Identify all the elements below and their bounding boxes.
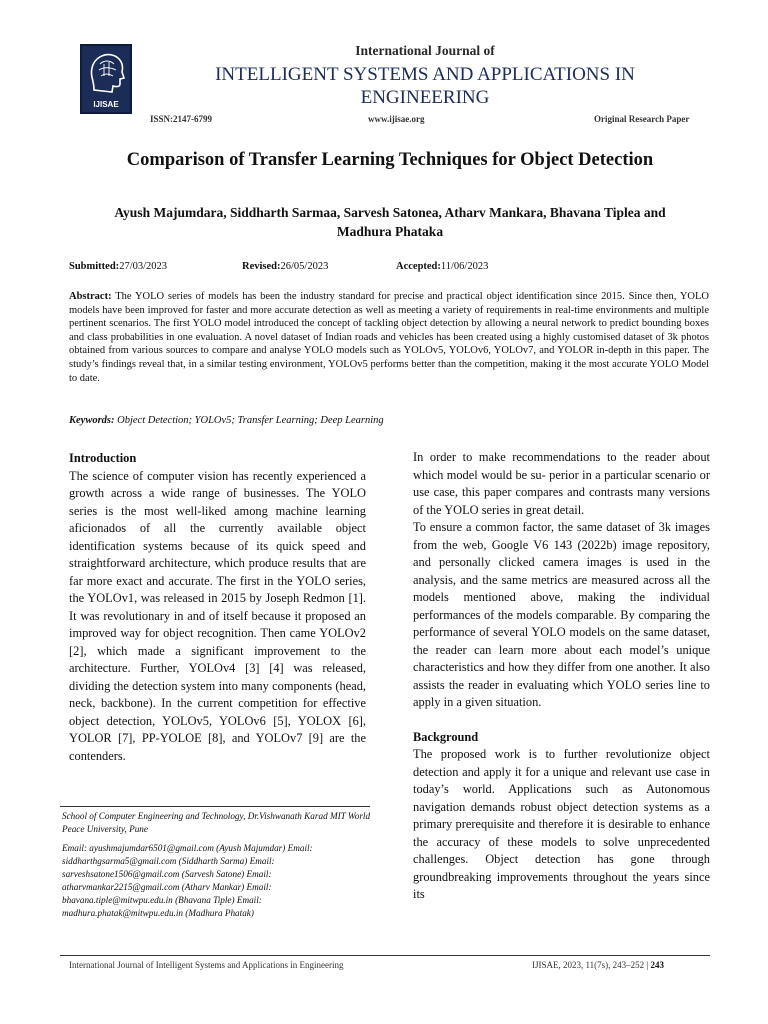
footer-journal-name: International Journal of Intelligent Systems and Applications in Engineering (69, 960, 344, 970)
journal-of-label: International Journal of (355, 43, 495, 58)
footer-divider (60, 955, 710, 956)
introduction-heading: Introduction (69, 451, 137, 465)
accepted-date (396, 261, 488, 272)
revised-label: Revised: (242, 261, 281, 272)
keywords (69, 415, 709, 426)
author-list (60, 203, 720, 241)
revised-date (242, 261, 328, 272)
submitted-value: 27/03/2023 (119, 261, 168, 272)
email-footnote: Email: ayushmajumdar6501@gmail.com (Ayush Majumdar) Email: siddharthgsarma5@gmail.com (Siddharth Sarma) Email: sarveshsatone1506@gmail.com (Sarvesh Satone) Email: atharvmankar2215@gmail.com (Atharv Mankar) Email: bhavana.tiple@mitwpu.edu.in (Bhavana Tiple) Email: madhura.phatak@mitwpu.edu.in (Madhura Phatak) (62, 843, 313, 918)
submitted-date (69, 261, 167, 272)
journal-logo (80, 44, 132, 114)
footer-citation-text: IJISAE, 2023, 11(7s), 243–252 | (532, 960, 649, 970)
journal-name-line2: ENGINEERING (360, 87, 490, 108)
keywords-label: Keywords: (69, 415, 115, 426)
logo-text: IJISAE (93, 100, 119, 109)
abstract (69, 290, 709, 385)
recommendation-paragraph: In order to make recommendations to the reader about which model would be su- perior in a particular scenario or use case, this paper compares and contrasts many versions of the YOLO series in great detail. (413, 450, 710, 517)
background-paragraph: The proposed work is to further revolutionize object detection and apply it for a unique and relevant use case in today’s world. Applications such as Autonomous navigation demands robust object detection systems as a primary prerequisite and therefore it is desirable to enhance the accuracy of these models to solve unprecedented challenges. Object detection has gone through groundbreaking improvements throughout the years since its (413, 747, 710, 901)
page-number: 243 (650, 960, 664, 970)
body-column-left (69, 450, 366, 765)
background-heading: Background (413, 729, 479, 744)
affiliation-footnote: School of Computer Engineering and Technology, Dr.Vishwanath Karad MIT World Peace University, Pune (62, 811, 371, 834)
accepted-label: Accepted: (396, 261, 441, 272)
abstract-text: The YOLO series of models has been the industry standard for precise and practical object identification since 2015. Since then, YOLO models have been improved for faster and more accurate detection as well as meeting a variety of requirements in real-time environments and multiple pertinent scenarios. The first YOLO model introduced the concept of tackling object detection by allowing a neural network to predict bounding boxes and class probabilities in one evaluation. A novel dataset of Indian roads and vehicles has been created using a highly customised dataset of 3k photos obtained from various sources to compare and analyse YOLO models such as YOLOv5, YOLOv6, YOLOv7, and YOLOR in-depth in this paper. The study’s findings reveal that, in a similar testing environment, YOLOv5 performs better than the competition, making it the most accurate YOLO Model to date. (69, 291, 709, 384)
journal-name-line1: INTELLIGENT SYSTEMS AND APPLICATIONS IN (215, 64, 635, 85)
accepted-value: 11/06/2023 (440, 261, 489, 272)
authors-line1: Ayush Majumdara, Siddharth Sarmaa, Sarvesh Satonea, Atharv Mankara, Bhavana Tiplea and (114, 205, 666, 220)
submitted-label: Submitted: (69, 261, 120, 272)
paper-type-label: Original Research Paper (594, 114, 690, 124)
issn-label: ISSN:2147-6799 (150, 114, 213, 124)
revised-value: 26/05/2023 (280, 261, 329, 272)
website-link[interactable]: www.ijisae.org (368, 114, 425, 124)
dataset-paragraph: To ensure a common factor, the same dataset of 3k images from the web, Google V6 143 (2022b) image repository, and personally clicked camera images is used in the analysis, and the same metrics are measured across all the models mentioned above, making the individual performances of the models comparable. By comparing the performance of several YOLO models on the same dataset, the reader can learn more about each model’s unique characteristics and how they differ from one another. It also assists the reader in evaluating which YOLO series line to apply in a given situation. (413, 520, 710, 709)
introduction-paragraph: The science of computer vision has recently experienced a growth across a wide range of businesses. The YOLO series is the most well-liked among machine learning aficionados of all the currently available object identification systems because of its quick speed and straightforward architecture, which produce results that are far more exact and accurate. The first in the YOLO series, the YOLOv1, was released in 2015 by Joseph Redmon [1]. It was revolutionary in and of itself because it proposed an improved way for object recognition. Then came YOLOv2 [2], which made a significant improvement to the architecture. Further, YOLOv4 [3] [4] was released, dividing the detection system into many components (head, neck, backbone). In the current competition for effective object detection, YOLOv5, YOLOv6 [5], YOLOX [6], YOLOR [7], PP-YOLOE [8], and YOLOv7 [9] are the contenders. (69, 468, 366, 763)
abstract-label: Abstract: (69, 291, 112, 302)
keywords-text: Object Detection; YOLOv5; Transfer Learning; Deep Learning (117, 415, 384, 426)
journal-name (150, 63, 700, 109)
footer-citation (532, 960, 664, 970)
body-column-right (413, 449, 710, 904)
head-silhouette-icon (86, 50, 126, 98)
footnote-divider (60, 806, 370, 807)
authors-line2: Madhura Phataka (336, 224, 444, 239)
paper-title: Comparison of Transfer Learning Techniques for Object Detection (126, 150, 654, 170)
